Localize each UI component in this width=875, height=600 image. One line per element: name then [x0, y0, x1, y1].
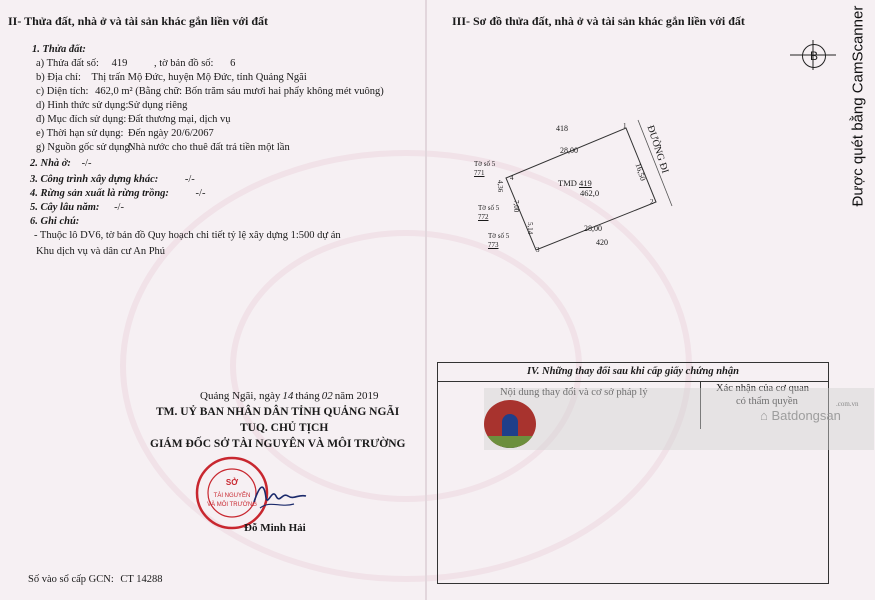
parcel-area: 462,0 — [580, 188, 600, 198]
gcn-row — [28, 574, 162, 585]
parcel-row — [36, 58, 235, 69]
item3-row — [30, 174, 195, 185]
side-top-length: 28,00 — [560, 146, 578, 155]
note-line-2: Khu dịch vụ và dân cư An Phú — [36, 246, 166, 257]
date-day: 14 — [282, 390, 294, 402]
map-label: , tờ bản đồ số: — [153, 58, 214, 69]
changes-col1-header: Nội dung thay đổi và cơ sở pháp lý — [500, 387, 648, 398]
neighbor-772-no: 772 — [478, 213, 489, 221]
page-fold — [425, 0, 427, 600]
term-value: Đến ngày 20/6/2067 — [128, 128, 214, 139]
usage-form-row — [36, 100, 188, 111]
dim-b: 7,00 — [512, 200, 520, 213]
svg-text:VÀ MÔI TRƯỜNG: VÀ MÔI TRƯỜNG — [207, 502, 257, 508]
item5-value: -/- — [114, 202, 124, 213]
term-label: e) Thời hạn sử dụng: — [36, 128, 124, 139]
neighbor-773-no: 773 — [488, 241, 499, 249]
note-line-1: - Thuộc lô DV6, tờ bản đồ Quy hoạch chi tiết tỷ lệ xây dựng 1:500 dự án — [34, 230, 341, 241]
parcel-info — [558, 178, 592, 188]
gcn-label: Số vào sổ cấp GCN: — [28, 574, 114, 585]
camscanner-label: Được quét bằng CamScanner — [849, 5, 867, 207]
changes-table-title: IV. Những thay đổi sau khi cấp giấy chứng nhận — [438, 363, 828, 382]
section-ii-title: II- Thửa đất, nhà ở và tài sản khác gắn liền với đất — [8, 14, 268, 28]
dim-a: 4,36 — [496, 180, 504, 193]
vertex-3: 3 — [536, 246, 540, 254]
item2-row — [30, 158, 91, 169]
vertex-2: 2 — [650, 198, 654, 206]
address-label: b) Địa chỉ: — [36, 72, 81, 83]
date-month-label: tháng — [295, 390, 320, 402]
parcel-number: 419 — [111, 58, 128, 69]
neighbor-773 — [488, 232, 509, 250]
area-row — [36, 86, 384, 97]
svg-text:SỞ: SỞ — [225, 478, 239, 487]
usage-form-value: Sử dụng riêng — [128, 100, 188, 111]
neighbor-773-label: Tờ số 5 — [488, 232, 510, 240]
gcn-number: CT 14288 — [120, 574, 163, 585]
area-value: 462,0 m² (Bằng chữ: Bốn trăm sáu mươi hai phẩy không mét vuông) — [95, 86, 384, 97]
item5-label: 5. Cây lâu năm: — [30, 202, 100, 213]
north-compass: B — [802, 44, 826, 68]
changes-col2-header-2: có thẩm quyền — [736, 396, 798, 407]
item3-label: 3. Công trình xây dựng khác: — [30, 174, 159, 185]
purpose-row — [36, 114, 231, 125]
watermark-small: .com.vn — [836, 400, 859, 408]
issue-date — [200, 390, 379, 402]
neighbor-771-label: Tờ số 5 — [474, 160, 496, 168]
item3-value: -/- — [184, 174, 195, 185]
avatar — [484, 400, 536, 448]
svg-text:TÀI NGUYÊN: TÀI NGUYÊN — [213, 493, 251, 499]
term-row — [36, 128, 214, 139]
side-right-length: 16,50 — [633, 162, 648, 182]
purpose-label: đ) Mục đích sử dụng: — [36, 114, 127, 125]
signature — [250, 478, 310, 514]
section-iii-title: III- Sơ đồ thửa đất, nhà ở và tài sản khác gắn liền với đất — [452, 14, 745, 28]
neighbor-772 — [478, 204, 499, 222]
address-row — [36, 72, 307, 83]
item2-label: 2. Nhà ở: — [30, 158, 71, 169]
item4-label: 4. Rừng sản xuất là rừng trồng: — [30, 188, 169, 199]
item4-row — [30, 188, 205, 199]
compass-line — [790, 40, 836, 70]
road-label: ĐƯỜNG ĐI — [644, 124, 671, 175]
item1-heading: 1. Thửa đất: — [32, 44, 86, 55]
item6-label: 6. Ghi chú: — [30, 216, 80, 227]
date-prefix: Quảng Ngãi, ngày — [200, 390, 281, 402]
org-line-2: TUQ. CHỦ TỊCH — [240, 422, 329, 434]
watermark-logo — [760, 408, 841, 423]
neighbor-771 — [474, 160, 495, 178]
parcel-bottom-neighbor: 420 — [596, 238, 608, 247]
changes-col2-header-1: Xác nhận của cơ quan — [716, 383, 810, 394]
origin-label: g) Nguồn gốc sử dụng: — [36, 142, 133, 153]
avatar-base — [484, 436, 536, 448]
date-year: năm 2019 — [334, 390, 379, 402]
purpose-value: Đất thương mại, dịch vụ — [128, 114, 231, 125]
org-line-3: GIÁM ĐỐC SỞ TÀI NGUYÊN VÀ MÔI TRƯỜNG — [150, 438, 406, 450]
item2-value: -/- — [81, 158, 92, 169]
address-value: Thị trấn Mộ Đức, huyện Mộ Đức, tỉnh Quảng Ngãi — [91, 72, 307, 83]
map-number: 6 — [230, 58, 236, 69]
item5-row — [30, 202, 124, 213]
watermark-text: Batdongsan — [771, 408, 841, 423]
parcel-label: a) Thửa đất số: — [36, 58, 99, 69]
usage-form-label: d) Hình thức sử dụng: — [36, 100, 129, 111]
origin-value: Nhà nước cho thuê đất trả tiền một lần — [128, 142, 290, 153]
neighbor-772-label: Tờ số 5 — [478, 204, 500, 212]
watermark-house-icon: ⌂ — [760, 408, 768, 423]
dim-c: 5,14 — [526, 222, 534, 235]
origin-row — [36, 142, 290, 153]
parcel-top-neighbor: 418 — [556, 124, 568, 133]
date-month: 02 — [321, 390, 333, 402]
org-line-1: TM. UỶ BAN NHÂN DÂN TỈNH QUẢNG NGÃI — [156, 406, 400, 418]
side-bottom-length: 28,00 — [584, 224, 602, 233]
neighbor-771-no: 771 — [474, 169, 485, 177]
parcel-map-number: 419 — [579, 178, 592, 188]
parcel-land-type: TMD — [558, 178, 577, 188]
item4-value: -/- — [195, 188, 206, 199]
area-label: c) Diện tích: — [36, 86, 89, 97]
signer-name: Đỗ Minh Hải — [244, 522, 306, 534]
vertex-1: 1 — [623, 122, 627, 130]
vertex-4: 4 — [510, 174, 514, 182]
